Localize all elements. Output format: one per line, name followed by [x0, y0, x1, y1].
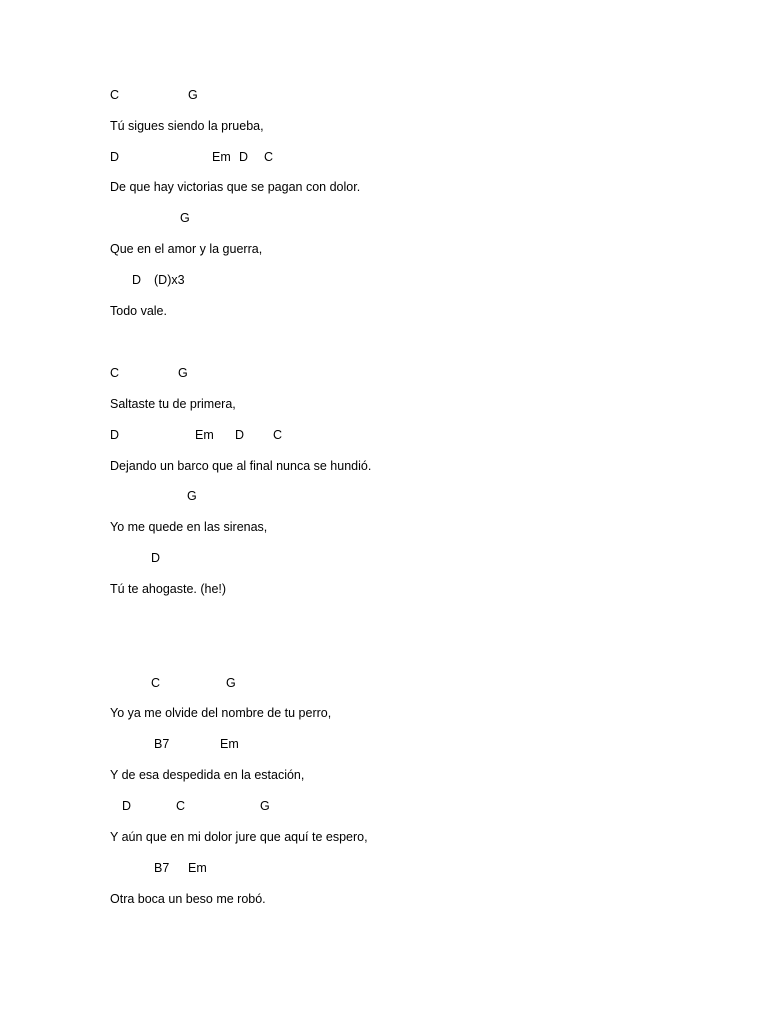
chord: G — [180, 211, 190, 225]
chord: G — [260, 799, 270, 813]
chord: D — [151, 551, 161, 565]
chord: B7 — [154, 737, 170, 751]
lyric-line: Que en el amor y la guerra, — [110, 242, 263, 256]
chord: D — [132, 273, 142, 287]
chord: B7 — [154, 861, 170, 875]
chord: G — [188, 88, 198, 102]
lyric-line: Yo ya me olvide del nombre de tu perro, — [110, 706, 332, 720]
chord: G — [178, 366, 188, 380]
lyric-line: Tú te ahogaste. (he!) — [110, 582, 227, 596]
lyric-line: Yo me quede en las sirenas, — [110, 520, 268, 534]
lyric-line: Otra boca un beso me robó. — [110, 892, 266, 906]
lyric-line: Tú sigues siendo la prueba, — [110, 119, 264, 133]
chord: D — [122, 799, 132, 813]
chord: G — [187, 489, 197, 503]
lyric-line: De que hay victorias que se pagan con dolor. — [110, 180, 361, 194]
chord: Em — [212, 150, 231, 164]
lyric-line: Todo vale. — [110, 304, 167, 318]
lyric-line: Y de esa despedida en la estación, — [110, 768, 305, 782]
chord: C — [264, 150, 274, 164]
chord: C — [273, 428, 283, 442]
chord: C — [110, 366, 120, 380]
chord: C — [110, 88, 120, 102]
chord: D — [110, 150, 120, 164]
chord: D — [239, 150, 249, 164]
lyric-line: Dejando un barco que al final nunca se hundió. — [110, 459, 372, 473]
chord: D — [110, 428, 120, 442]
chord: G — [226, 676, 236, 690]
chord: Em — [188, 861, 207, 875]
chord: C — [151, 676, 161, 690]
chord: Em — [220, 737, 239, 751]
chord: C — [176, 799, 186, 813]
chord: D — [235, 428, 245, 442]
chord: Em — [195, 428, 214, 442]
chord: (D)x3 — [154, 273, 185, 287]
lyric-line: Saltaste tu de primera, — [110, 397, 236, 411]
lyric-line: Y aún que en mi dolor jure que aquí te espero, — [110, 830, 368, 844]
